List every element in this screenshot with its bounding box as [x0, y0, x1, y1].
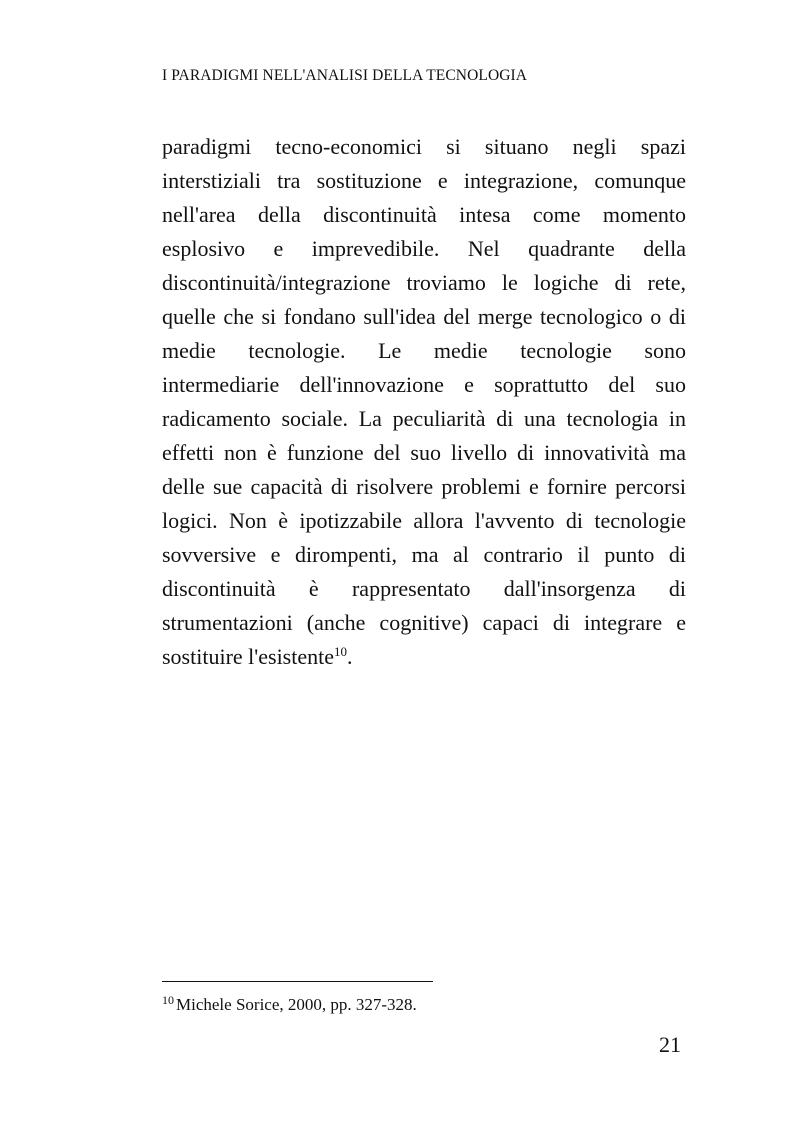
text-line: effetti non è funzione del suo livello di innovatività ma: [162, 440, 686, 465]
running-head: I PARADIGMI NELL'ANALISI DELLA TECNOLOGIA: [162, 67, 528, 84]
page-number: 21: [659, 1032, 681, 1057]
footnote: [162, 995, 417, 1015]
text-line: discontinuità/integrazione troviamo le logiche di rete,: [162, 270, 686, 295]
footnote-reference[interactable]: 10: [334, 644, 347, 659]
text-line: nell'area della discontinuità intesa come momento: [162, 202, 686, 227]
text-line: sovversive e dirompenti, ma al contrario il punto di: [162, 542, 686, 567]
text-line: medie tecnologie. Le medie tecnologie sono: [162, 338, 686, 363]
text-line: radicamento sociale. La peculiarità di una tecnologia in: [162, 406, 686, 431]
last-line-period: .: [347, 644, 353, 669]
text-line: discontinuità è rappresentato dall'insorgenza di: [162, 576, 686, 601]
text-line: logici. Non è ipotizzabile allora l'avvento di tecnologie: [162, 508, 686, 533]
text-line: paradigmi tecno-economici si situano negli spazi: [162, 134, 686, 159]
text-line-last: [162, 640, 686, 674]
text-line: esplosivo e imprevedibile. Nel quadrante della: [162, 236, 686, 261]
text-line: interstiziali tra sostituzione e integrazione, comunque: [162, 168, 686, 193]
last-line-text: sostituire l'esistente: [162, 644, 334, 669]
body-paragraph: [162, 130, 686, 674]
text-line: strumentazioni (anche cognitive) capaci di integrare e: [162, 610, 686, 635]
footnote-text: Michele Sorice, 2000, pp. 327-328.: [176, 995, 417, 1014]
footnote-separator: [162, 981, 433, 982]
text-line: intermediarie dell'innovazione e soprattutto del suo: [162, 372, 686, 397]
text-line: delle sue capacità di risolvere problemi e fornire percorsi: [162, 474, 686, 499]
footnote-number: 10: [162, 993, 174, 1007]
text-line: quelle che si fondano sull'idea del merge tecnologico o di: [162, 304, 686, 329]
